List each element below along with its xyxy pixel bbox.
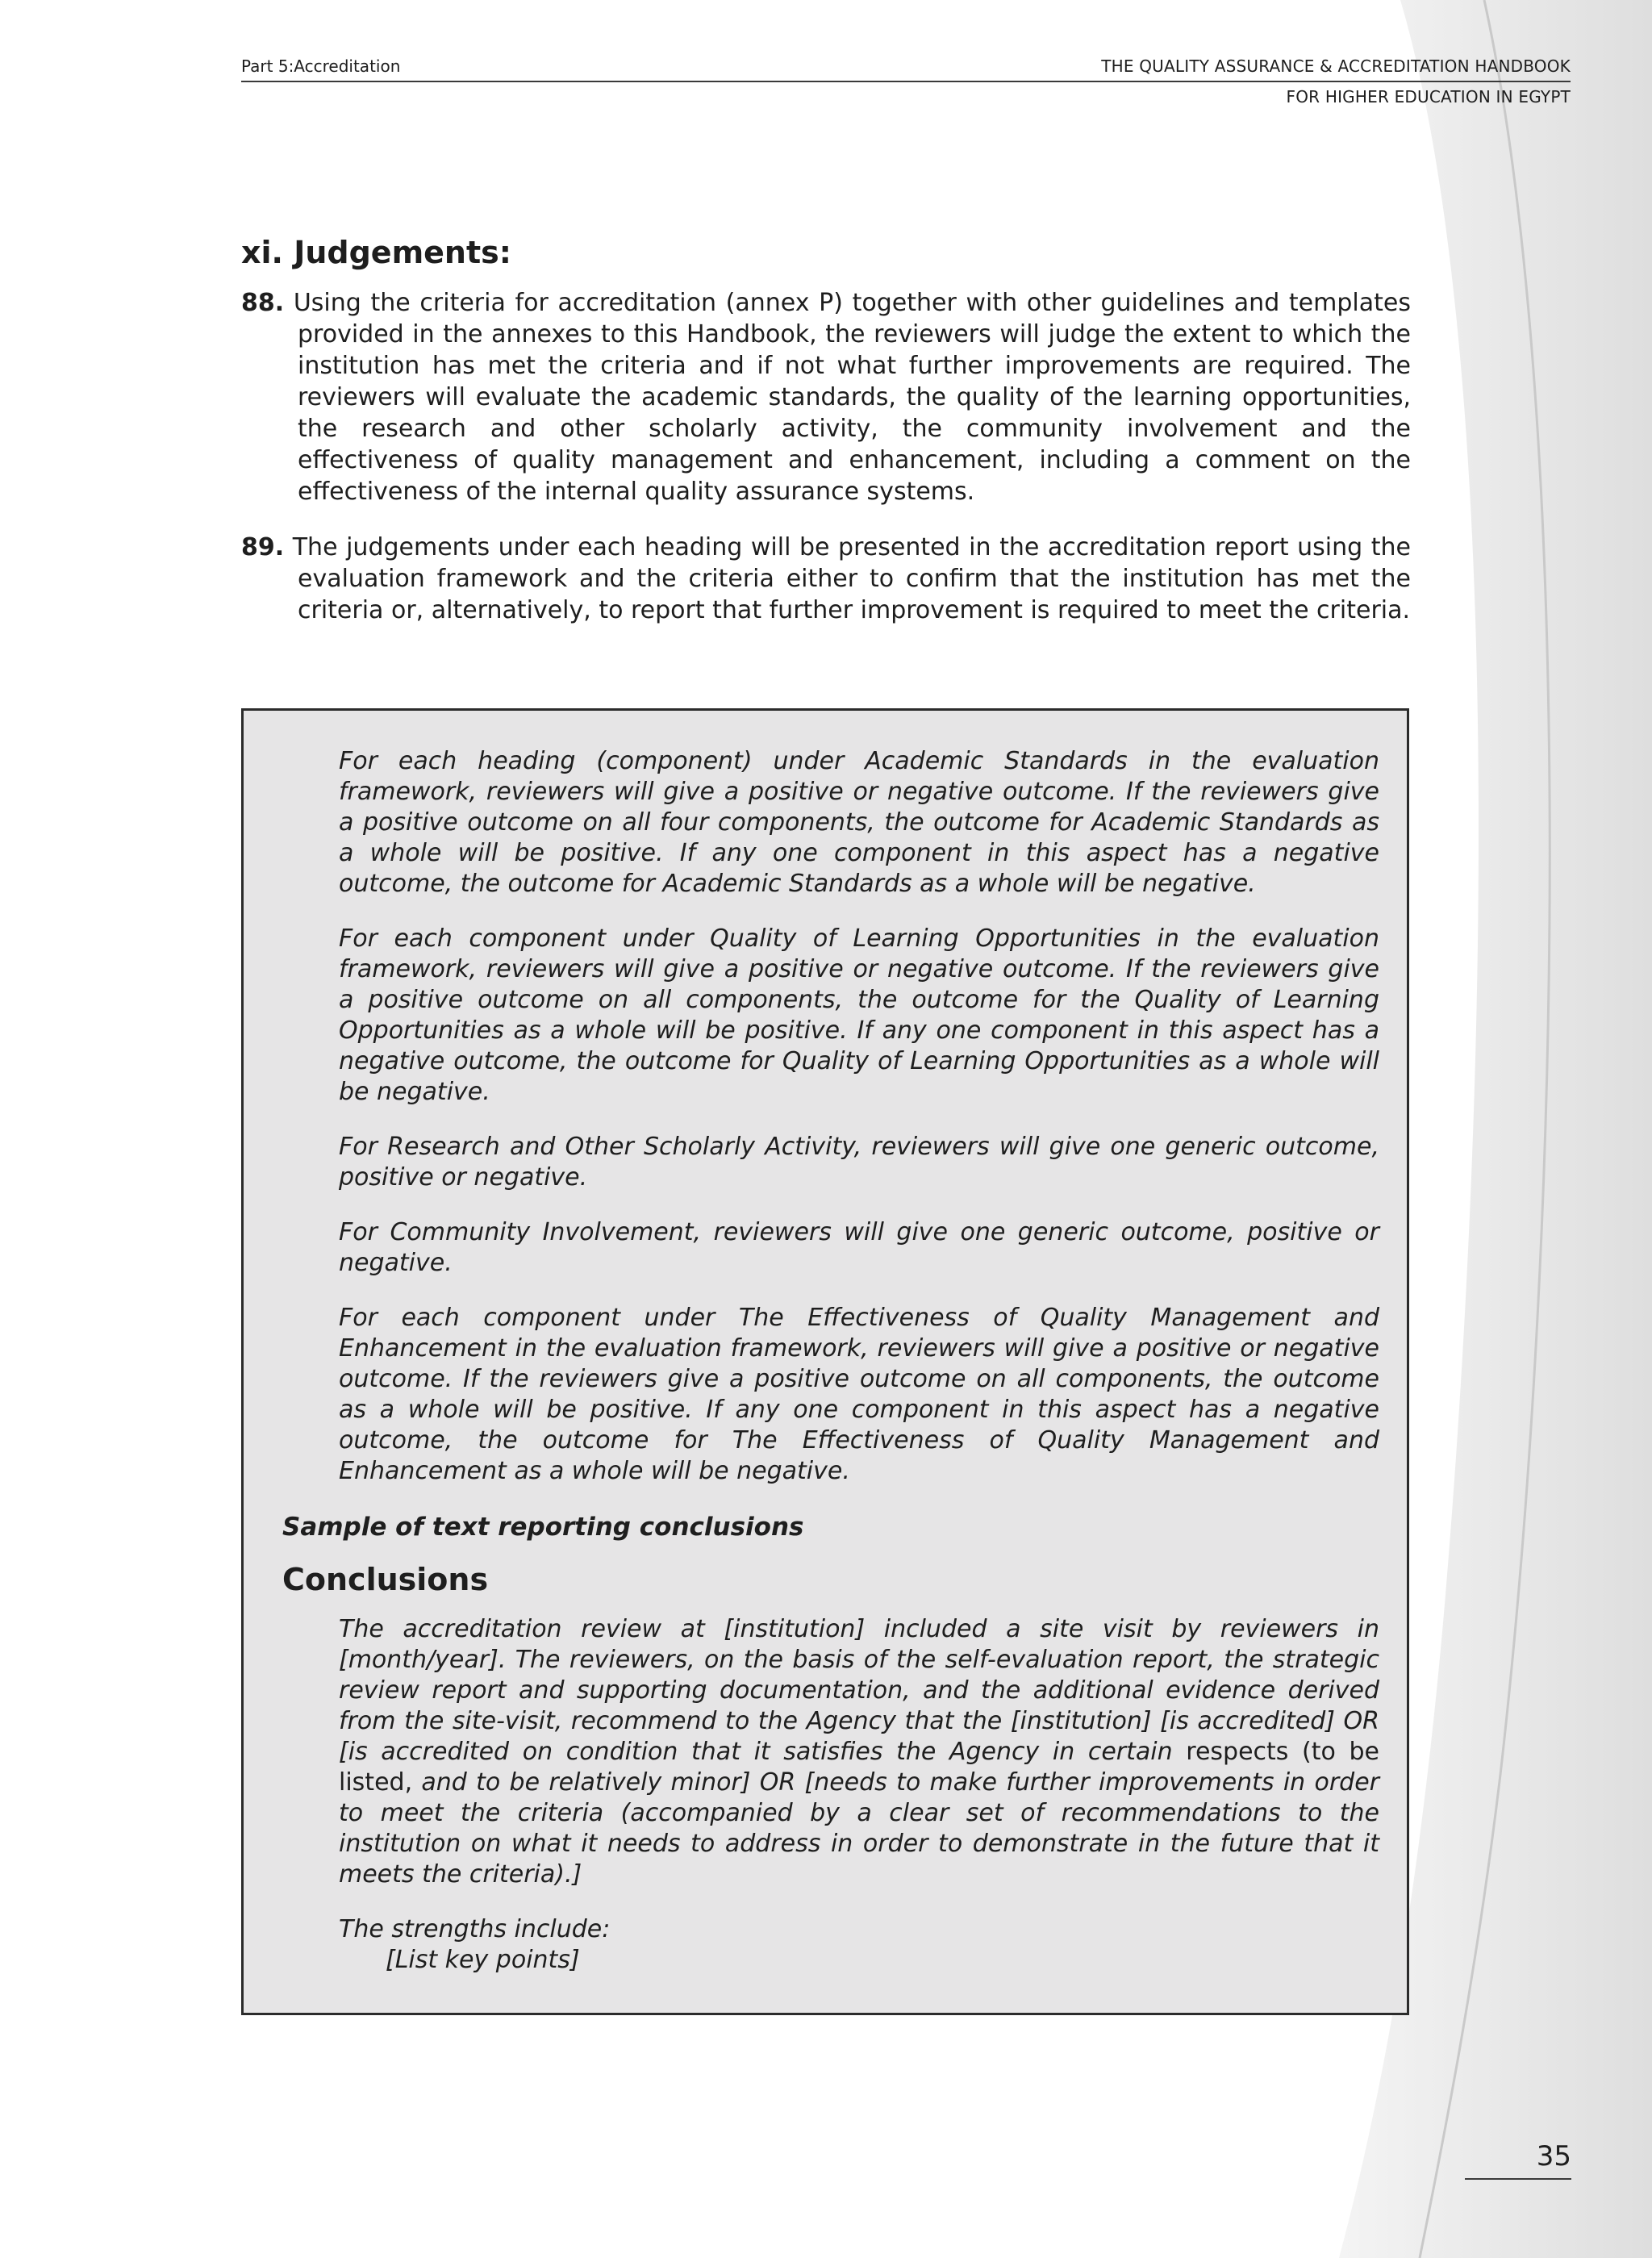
conclusions-text: and to be relatively minor] OR [needs to make further improvements in order to meet the criteria (accompanied by a clear set of recommendations to the institution on what it needs to address in order to demonstrate in the future that it meets the criteria).] <box>339 1768 1379 1889</box>
header-part-label: Part 5:Accreditation <box>241 56 401 76</box>
sample-heading: Sample of text reporting conclusions <box>282 1513 804 1542</box>
box-paragraph-academic-standards: For each heading (component) under Academic Standards in the evaluation framework, reviewers will give a positive or negative outcome. If the reviewers give a positive outcome on all four components, the outcome for Academic Standards as a whole will be positive. If any one component in this aspect has a negative outcome, the outcome for Academic Standards as a whole will be negative. <box>339 747 1379 898</box>
page-number: 35 <box>1536 2140 1571 2172</box>
conclusions-text-upright: respects (to be listed, <box>339 1738 1379 1797</box>
box-paragraph-community: For Community Involvement, reviewers will give one generic outcome, positive or negative. <box>339 1218 1379 1277</box>
conclusions-text: The accreditation review at [institution] included a site visit by reviewers in [month/year]. The reviewers, on the basis of the self-evaluation report, the strategic review report and supporting documentation, and the additional evidence derived from the site-visit, recommend to the Agency that the [institution] [is accredited] OR [is accredited on condition that it satisfies the Agency in certain <box>339 1615 1379 1766</box>
paragraph-number: 88. <box>241 289 285 317</box>
paragraph-88 <box>241 287 1411 507</box>
box-paragraph-learning-opportunities: For each component under Quality of Learning Opportunities in the evaluation framework, reviewers will give a positive or negative outcome. If the reviewers give a positive outcome on all components, the outcome for the Quality of Learning Opportunities as a whole will be positive. If any one component in this aspect has a negative outcome, the outcome for Quality of Learning Opportunities as a whole will be negative. <box>339 924 1379 1106</box>
main-content <box>241 232 1411 650</box>
guidance-box <box>241 708 1409 2015</box>
section-title: xi. Judgements: <box>241 235 511 270</box>
box-paragraph-research: For Research and Other Scholarly Activity, reviewers will give one generic outcome, positive or negative. <box>339 1133 1379 1192</box>
header-rule <box>241 81 1571 82</box>
paragraph-text: Using the criteria for accreditation (annex P) together with other guidelines and templates provided in the annexes to this Handbook, the reviewers will judge the extent to which the institution has met the criteria and if not what further improvements are required. The reviewers will evaluate the academic standards, the quality of the learning opportunities, the research and other scholarly activity, the community involvement and the effectiveness of quality management and enhancement, including a comment on the effectiveness of the internal quality assurance systems. <box>293 289 1411 506</box>
paragraph-89 <box>241 532 1411 626</box>
paragraph-text: The judgements under each heading will be presented in the accreditation report using the evaluation framework and the criteria either to confirm that the institution has met the criteria or, alternatively, to report that further improvement is required to meet the criteria. <box>292 533 1411 624</box>
header-handbook-title: THE QUALITY ASSURANCE & ACCREDITATION HANDBOOK <box>1101 56 1571 76</box>
strengths-list-item: [List key points] <box>386 1946 580 1974</box>
strengths-intro: The strengths include: <box>339 1915 611 1943</box>
guidance-box-body <box>282 746 1379 1976</box>
paragraph-number: 89. <box>241 533 285 561</box>
box-paragraph-quality-management: For each component under The Effectiveness of Quality Management and Enhancement in the evaluation framework, reviewers will give a positive or negative outcome. If the reviewers give a positive outcome on all components, the outcome as a whole will be positive. If any one component in this aspect has a negative outcome, the outcome for The Effectiveness of Quality Management and Enhancement as a whole will be negative. <box>339 1304 1379 1485</box>
header-handbook-subtitle: FOR HIGHER EDUCATION IN EGYPT <box>1286 87 1571 106</box>
conclusions-heading: Conclusions <box>282 1562 489 1597</box>
page-number-rule <box>1465 2178 1571 2180</box>
conclusions-paragraph <box>339 1614 1379 1890</box>
strengths-block <box>339 1914 1379 1976</box>
